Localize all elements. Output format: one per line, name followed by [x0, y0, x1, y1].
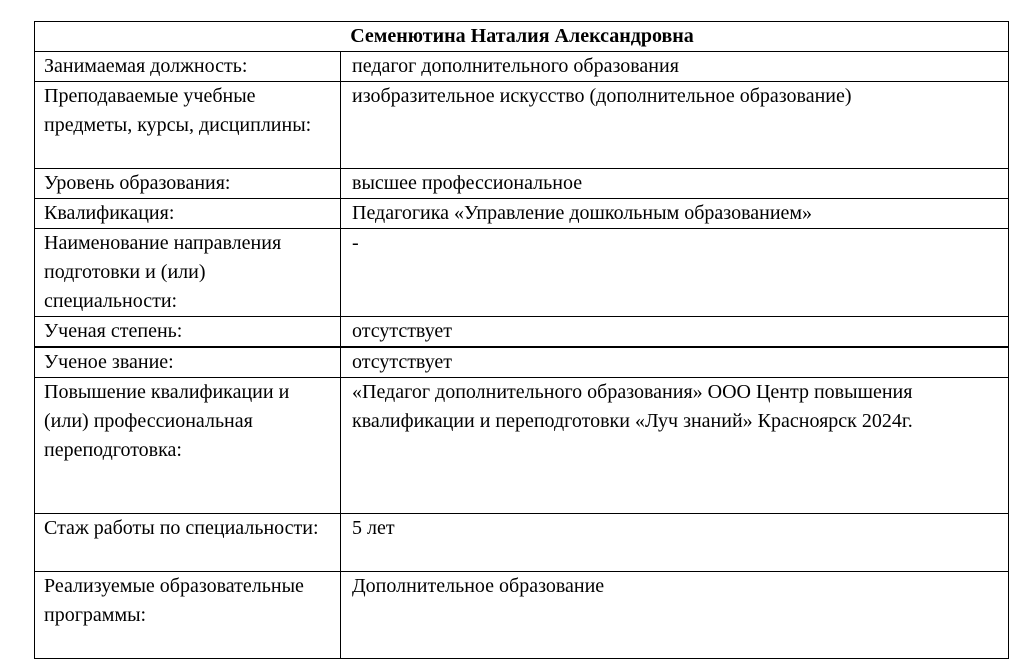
specialty-value: -: [341, 229, 1009, 317]
row-work-experience: [35, 514, 1009, 572]
work-experience-label: Стаж работы по специальности:: [35, 514, 341, 572]
professional-development-label: Повышение квалификации и (или) профессиональная переподготовка:: [35, 378, 341, 514]
teacher-name-heading: Семенютина Наталия Александровна: [35, 22, 1009, 52]
table-title-row: [35, 22, 1009, 52]
education-level-label: Уровень образования:: [35, 169, 341, 199]
academic-title-value: отсутствует: [341, 347, 1009, 378]
qualification-label: Квалификация:: [35, 199, 341, 229]
specialty-label: Наименование направления подготовки и (или) специальности:: [35, 229, 341, 317]
row-academic-degree: [35, 317, 1009, 348]
academic-degree-value: отсутствует: [341, 317, 1009, 348]
row-education-level: [35, 169, 1009, 199]
position-value: педагог дополнительного образования: [341, 52, 1009, 82]
professional-development-value: «Педагог дополнительного образования» ООО Центр повышения квалификации и переподготовки «Луч знаний» Красноярск 2024г.: [341, 378, 1009, 514]
row-professional-development: [35, 378, 1009, 514]
row-programs: [35, 572, 1009, 659]
programs-value: Дополнительное образование: [341, 572, 1009, 659]
programs-label: Реализуемые образовательные программы:: [35, 572, 341, 659]
subjects-value: изобразительное искусство (дополнительное образование): [341, 82, 1009, 169]
teacher-info-table: [34, 21, 1009, 659]
position-label: Занимаемая должность:: [35, 52, 341, 82]
row-qualification: [35, 199, 1009, 229]
academic-degree-label: Ученая степень:: [35, 317, 341, 348]
row-subjects: [35, 82, 1009, 169]
subjects-label: Преподаваемые учебные предметы, курсы, дисциплины:: [35, 82, 341, 169]
academic-title-label: Ученое звание:: [35, 347, 341, 378]
row-specialty: [35, 229, 1009, 317]
work-experience-value: 5 лет: [341, 514, 1009, 572]
row-academic-title: [35, 347, 1009, 378]
qualification-value: Педагогика «Управление дошкольным образованием»: [341, 199, 1009, 229]
row-position: [35, 52, 1009, 82]
education-level-value: высшее профессиональное: [341, 169, 1009, 199]
